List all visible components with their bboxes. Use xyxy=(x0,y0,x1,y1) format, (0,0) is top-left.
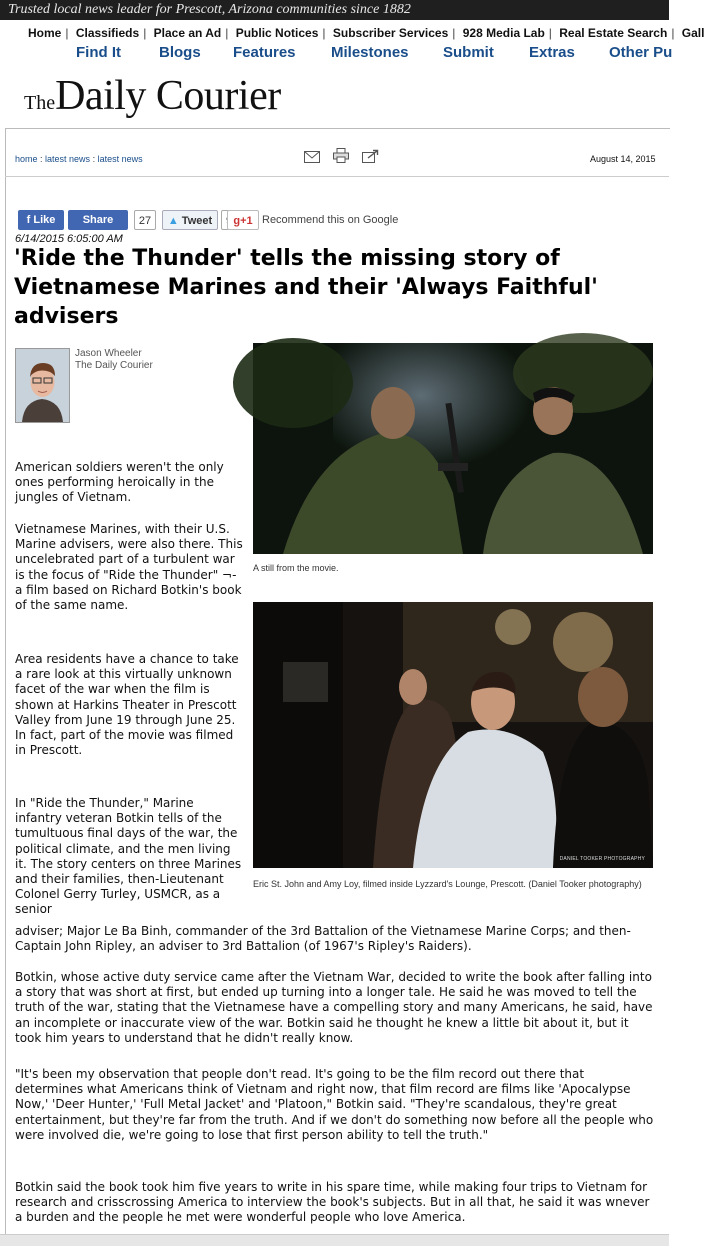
google-recommend-text: Recommend this on Google xyxy=(262,214,399,226)
paragraph-3: Area residents have a chance to take a rare look at this virtually unknown facet of the war when the film is shown at Harkins Theater in Prescott Valley from June 19 through June 25. In fact, part of the movie was filmed in Prescott. xyxy=(15,652,239,758)
nav-features[interactable]: Features xyxy=(233,44,296,61)
nav-milestones[interactable]: Milestones xyxy=(331,44,409,61)
divider xyxy=(5,176,669,177)
paragraph-4-part-2: adviser; Major Le Ba Binh, commander of the 3rd Battalion of the Vietnamese Marine Corps; and then-Captain John Ripley, an adviser to 3rd Battalion (of 1967's Ripley's Raiders). xyxy=(15,924,631,954)
paragraph-5: Botkin, whose active duty service came after the Vietnam War, decided to write the book after falling into a story that was short at first, but ended up turning into a longer tale. He said he was moved to tell the truth of the war, stating that the Vietnamese have a compelling story and many Americans, he said, have an incomplete or inaccurate view of the war. Botkin said he thought he knew a little bit about it, but it took him years to understand that he didn't really know. xyxy=(15,970,653,1045)
share-count: 27 xyxy=(134,210,156,230)
top-links: Home | Classifieds | Place an Ad | Public Notices | Subscriber Services | 928 Media Lab | Real Estate Search | Gall xyxy=(28,26,704,40)
nav-find-it[interactable]: Find It xyxy=(76,44,121,61)
facebook-icon: f xyxy=(26,214,31,226)
author-photo xyxy=(15,348,70,423)
article-title: 'Ride the Thunder' tells the missing story of Vietnamese Marines and their 'Always Faithful' advisers xyxy=(14,246,598,329)
link-gallery[interactable]: Gall xyxy=(681,26,704,40)
nav-submit[interactable]: Submit xyxy=(443,44,494,61)
horizontal-scrollbar[interactable] xyxy=(0,1234,669,1246)
link-subscriber-services[interactable]: Subscriber Services xyxy=(332,26,449,40)
link-classifieds[interactable]: Classifieds xyxy=(75,26,140,40)
share-icon[interactable] xyxy=(362,148,380,167)
breadcrumb: home : latest news : latest news xyxy=(15,154,143,164)
logo-main: Daily Courier xyxy=(55,73,281,119)
google-plus-button[interactable]: g+1 xyxy=(227,210,259,230)
movie-still-photo[interactable] xyxy=(253,343,653,554)
facebook-share-button[interactable]: Share xyxy=(68,210,128,230)
nav-other[interactable]: Other Pu xyxy=(609,44,673,61)
link-place-ad[interactable]: Place an Ad xyxy=(153,26,222,40)
link-media-lab[interactable]: 928 Media Lab xyxy=(462,26,545,40)
link-public-notices[interactable]: Public Notices xyxy=(235,26,319,40)
author-name[interactable]: Jason Wheeler xyxy=(75,348,142,359)
email-icon[interactable] xyxy=(304,148,320,167)
breadcrumb-latest-news[interactable]: latest news xyxy=(45,154,91,164)
photo-credit: DANIEL TOOKER PHOTOGRAPHY xyxy=(559,856,645,862)
tagline-bar: Trusted local news leader for Prescott, Arizona communities since 1882 xyxy=(0,0,669,20)
paragraph-4-part-1: In "Ride the Thunder," Marine infantry veteran Botkin tells of the tumultuous final days of the war, the political climate, and the men living it. The story centers on three Marines and their families, then-Lieutenant Colonel Gerry Turley, USMCR, as a senior xyxy=(15,796,242,917)
main-nav xyxy=(0,44,673,64)
tweet-button[interactable]: ▲ Tweet xyxy=(162,210,218,230)
photo2-caption: Eric St. John and Amy Loy, filmed inside Lyzzard's Lounge, Prescott. (Daniel Tooker photography) xyxy=(253,879,642,889)
nav-extras[interactable]: Extras xyxy=(529,44,575,61)
nav-blogs[interactable]: Blogs xyxy=(159,44,201,61)
bar-scene-photo[interactable] xyxy=(253,602,653,868)
article-tools xyxy=(304,148,388,167)
twitter-bird-icon: ▲ xyxy=(167,215,179,227)
facebook-like-button[interactable]: f Like xyxy=(18,210,64,230)
photo1-caption: A still from the movie. xyxy=(253,563,339,573)
google-g-icon: g xyxy=(233,215,241,227)
paragraph-1: American soldiers weren't the only ones performing heroically in the jungles of Vietnam. xyxy=(15,460,224,505)
paragraph-7: Botkin said the book took him five years to write in his spare time, while making four trips to Vietnam for research and crisscrossing America to interview the book's subjects. But in all that, he said it was wnever a burden and the people he met were wonderful people who love America. xyxy=(15,1180,650,1225)
link-real-estate[interactable]: Real Estate Search xyxy=(559,26,668,40)
paragraph-2: Vietnamese Marines, with their U.S. Marine advisers, were also there. This uncelebrated part of a turbulent war is the focus of "Ride the Thunder" ¬- a film based on Richard Botkin's book of the same name. xyxy=(15,522,243,613)
breadcrumb-home[interactable]: home xyxy=(15,154,38,164)
breadcrumb-latest-news-current[interactable]: latest news xyxy=(97,154,143,164)
link-home[interactable]: Home xyxy=(28,26,62,40)
page-date: August 14, 2015 xyxy=(590,154,656,164)
article-timestamp: 6/14/2015 6:05:00 AM xyxy=(15,233,123,245)
paragraph-6: "It's been my observation that people don't read. It's going to be the film record out there that determines what Americans think of Vietnam and right now, that film record are films like 'Apocalypse Now,' 'Deer Hunter,' 'Full Metal Jacket' and 'Platoon," Botkin said. "They're scandalous, they're great entertainment, but they're far from the truth. And if we don't do something now before all the people who were involved die, we're going to lose that first person ability to tell the truth." xyxy=(15,1067,654,1142)
logo-the: The xyxy=(24,92,56,114)
print-icon[interactable] xyxy=(333,148,349,167)
author-outlet: The Daily Courier xyxy=(75,360,153,371)
site-logo[interactable] xyxy=(24,72,281,120)
author-byline xyxy=(75,348,153,372)
